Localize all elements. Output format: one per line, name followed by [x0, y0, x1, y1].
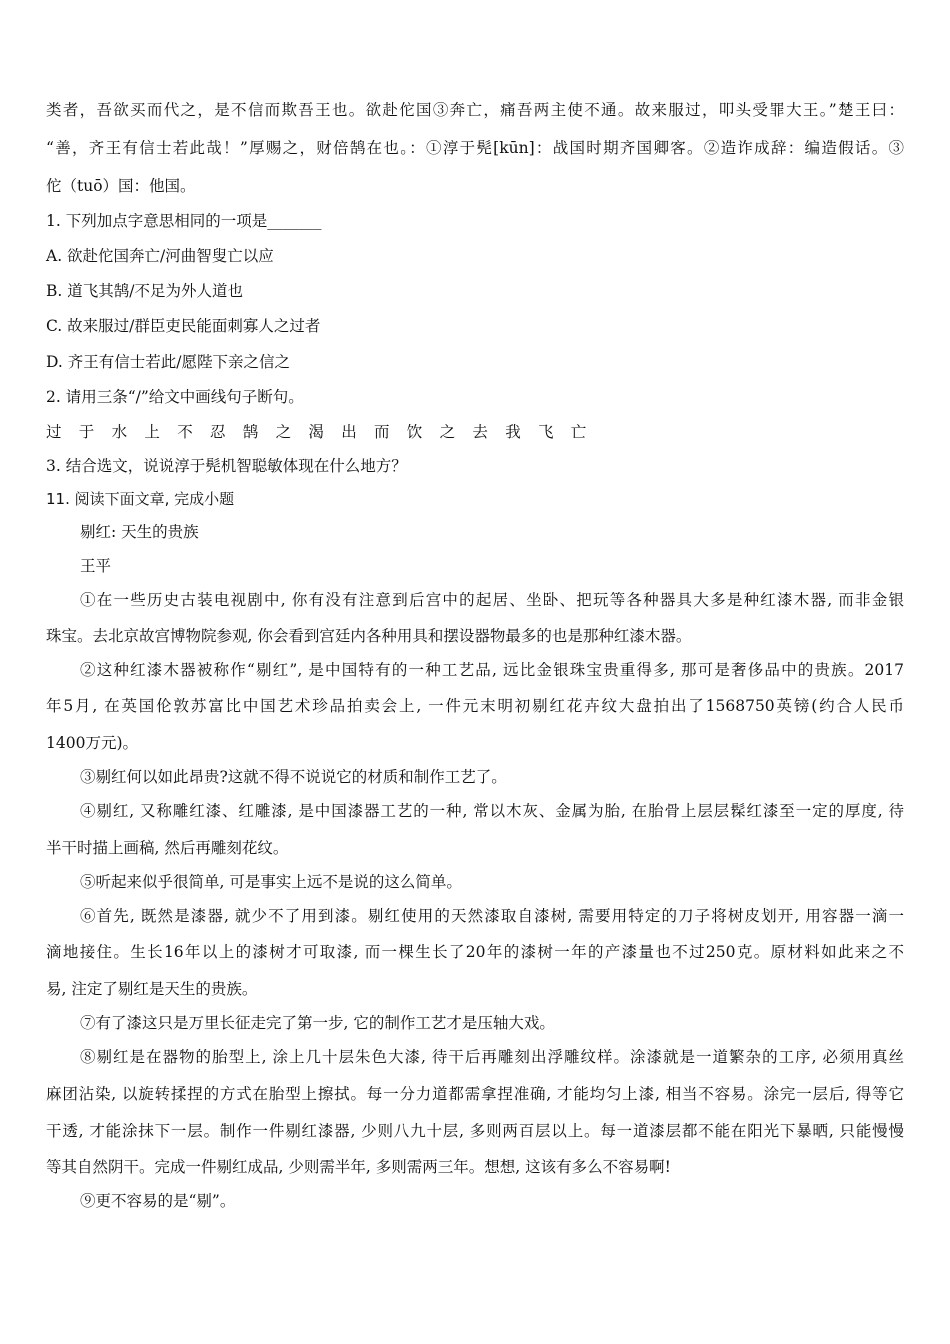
- article-paragraph-8-line: 干透, 才能涂抹下一层。制作一件剔红漆器, 少则八九十层, 多则两百层以上。每一道漆层都不能在阳光下暴晒, 只能慢慢: [46, 1122, 904, 1140]
- passage-text-line: 佗（tuō）国：他国。: [46, 177, 196, 195]
- question-3: 3. 结合选文，说说淳于髡机智聪敏体现在什么地方？: [46, 457, 407, 475]
- question-1: 1. 下列加点字意思相同的一项是_______: [46, 212, 322, 230]
- passage-text-line: 类者，吾欲买而代之，是不信而欺吾王也。欲赴佗国③奔亡，痛吾两主使不通。故来服过，叩头受罪大王。”楚王曰：: [46, 101, 904, 119]
- article-paragraph-5-line: ⑤听起来似乎很简单, 可是事实上远不是说的这么简单。: [80, 873, 462, 891]
- article-paragraph-1-line: 珠宝。去北京故宫博物院参观, 你会看到宫廷内各种用具和摆设器物最多的也是那种红漆木器。: [46, 627, 692, 645]
- option-c: C. 故来服过/群臣吏民能面刺寡人之过者: [46, 317, 321, 335]
- question-2: 2. 请用三条“/”给文中画线句子断句。: [46, 388, 304, 406]
- option-d: D. 齐王有信士若此/愿陛下亲之信之: [46, 353, 290, 371]
- article-paragraph-6-line: ⑥首先, 既然是漆器, 就少不了用到漆。剔红使用的天然漆取自漆树, 需要用特定的刀子将树皮划开, 用容器一滴一: [80, 907, 904, 925]
- article-paragraph-2-line: ②这种红漆木器被称作“剔红”, 是中国特有的一种工艺品, 远比金银珠宝贵重得多, 那可是奢侈品中的贵族。2017: [80, 661, 904, 679]
- article-paragraph-3-line: ③剔红何以如此昂贵?这就不得不说说它的材质和制作工艺了。: [80, 768, 507, 786]
- question-11-heading: 11. 阅读下面文章, 完成小题: [46, 490, 235, 508]
- article-paragraph-4-line: ④剔红, 又称雕红漆、红雕漆, 是中国漆器工艺的一种, 常以木灰、金属为胎, 在胎骨上层层髹红漆至一定的厚度, 待: [80, 802, 904, 820]
- article-paragraph-4-line: 半干时描上画稿, 然后再雕刻花纹。: [46, 839, 289, 857]
- option-b: B. 道飞其鹄/不足为外人道也: [46, 282, 243, 300]
- article-paragraph-8-line: ⑧剔红是在器物的胎型上, 涂上几十层朱色大漆, 待干后再雕刻出浮雕纹样。涂漆就是一道繁杂的工序, 必须用真丝: [80, 1048, 904, 1066]
- article-paragraph-2-line: 1400万元)。: [46, 734, 138, 752]
- article-paragraph-2-line: 年5月, 在英国伦敦苏富比中国艺术珍品拍卖会上, 一件元末明初剔红花卉纹大盘拍出了1568750英镑(约合人民币: [46, 697, 904, 715]
- article-paragraph-8-line: 等其自然阴干。完成一件剔红成品, 少则需半年, 多则需两三年。想想, 这该有多么不容易啊!: [46, 1158, 671, 1176]
- article-paragraph-9-line: ⑨更不容易的是“剔”。: [80, 1192, 236, 1210]
- article-paragraph-6-line: 易, 注定了剔红是天生的贵族。: [46, 980, 258, 998]
- article-paragraph-8-line: 麻团沾染, 以旋转揉捏的方式在胎型上擦拭。每一分力道都需拿捏准确, 才能均匀上漆, 相当不容易。涂完一层后, 得等它: [46, 1085, 904, 1103]
- article-title: 剔红: 天生的贵族: [80, 523, 199, 541]
- option-a: A. 欲赴佗国奔亡/河曲智叟亡以应: [46, 247, 274, 265]
- article-paragraph-7-line: ⑦有了漆这只是万里长征走完了第一步, 它的制作工艺才是压轴大戏。: [80, 1014, 555, 1032]
- sentence-to-punctuate: 过于水上不忍鹄之渴出而饮之去我飞亡: [46, 423, 604, 441]
- article-author: 王平: [80, 557, 112, 575]
- article-paragraph-1-line: ①在一些历史古装电视剧中, 你有没有注意到后宫中的起居、坐卧、把玩等各种器具大多是种红漆木器, 而非金银: [80, 591, 904, 609]
- article-paragraph-6-line: 滴地接住。生长16年以上的漆树才可取漆, 而一棵生长了20年的漆树一年的产漆量也不过250克。原材料如此来之不: [46, 943, 904, 961]
- passage-text-line: “善，齐王有信士若此哉！”厚赐之，财倍鹄在也。：①淳于髡[kūn]：战国时期齐国卿客。②造诈成辞：编造假话。③: [46, 139, 904, 157]
